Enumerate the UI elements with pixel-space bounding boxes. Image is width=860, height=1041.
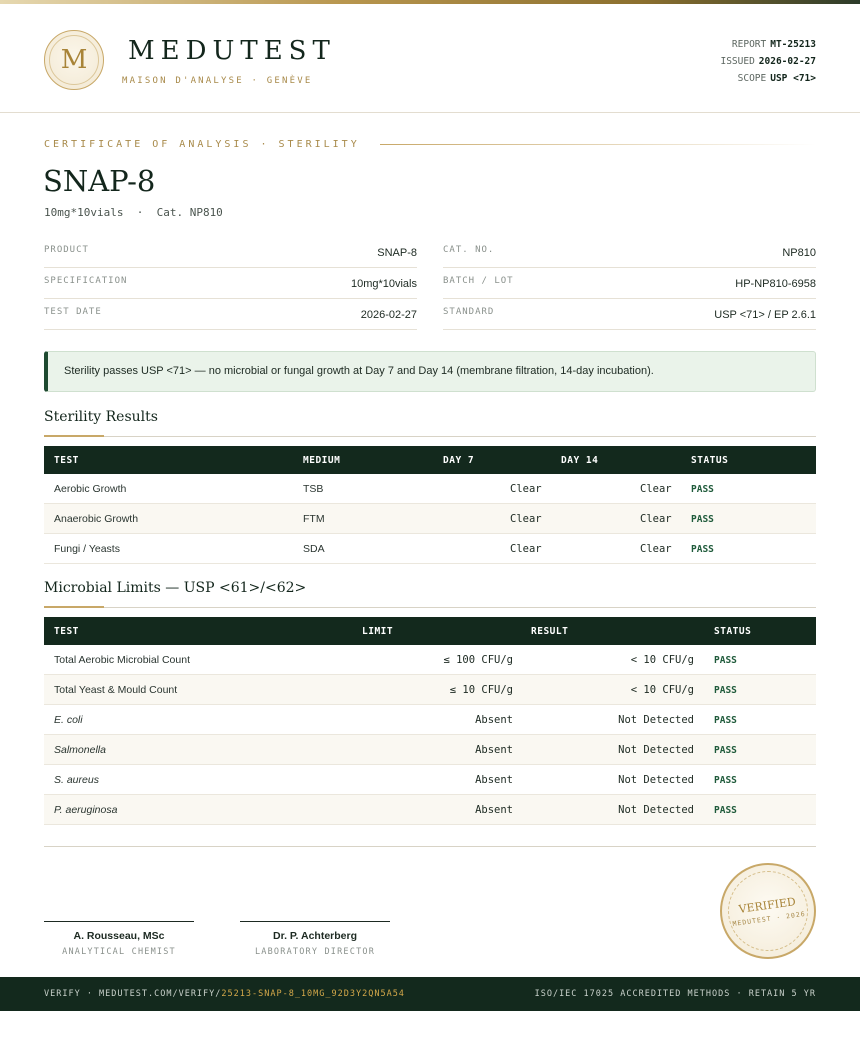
th-result: RESULT — [531, 626, 569, 637]
microbial-table-header — [44, 617, 816, 645]
table-row: P. aeruginosa Absent Not Detected PASS — [44, 795, 816, 825]
accreditation-note: ISO/IEC 17025 ACCREDITED METHODS · RETAIN 5 YR — [534, 989, 816, 999]
footer-bar — [0, 977, 860, 1011]
kicker-divider — [380, 144, 816, 145]
report-header — [0, 4, 860, 113]
result-notice — [44, 351, 816, 392]
th-medium: MEDIUM — [303, 455, 341, 466]
table-row: S. aureus Absent Not Detected PASS — [44, 765, 816, 795]
th-test: TEST — [54, 455, 79, 466]
sterility-table-header — [44, 446, 816, 474]
status-badge: PASS — [714, 745, 737, 756]
th-status: STATUS — [691, 455, 729, 466]
status-badge: PASS — [691, 484, 714, 495]
status-badge: PASS — [714, 775, 737, 786]
microbial-section-accent — [44, 606, 104, 608]
verify-code: 25213-SNAP-8_10MG_92D3Y2QN5A54 — [221, 989, 405, 999]
brand-tagline: MAISON D'ANALYSE · GENÈVE — [122, 76, 313, 86]
status-badge: PASS — [714, 655, 737, 666]
table-row: Total Aerobic Microbial Count ≤ 100 CFU/g < 10 CFU/g PASS — [44, 645, 816, 675]
signature-director: Dr. P. Achterberg LABORATORY DIRECTOR — [240, 921, 390, 957]
th-status: STATUS — [714, 626, 752, 637]
product-title: SNAP-8 — [43, 164, 156, 198]
status-badge: PASS — [691, 514, 714, 525]
signature-analyst: A. Rousseau, MSc ANALYTICAL CHEMIST — [44, 921, 194, 957]
table-row: Salmonella Absent Not Detected PASS — [44, 735, 816, 765]
sterility-section-accent — [44, 435, 104, 437]
th-day7: DAY 7 — [443, 455, 475, 466]
status-badge: PASS — [714, 805, 737, 816]
brand-name: MEDUTEST — [128, 36, 336, 66]
seal-main-text: VERIFIED — [737, 895, 797, 916]
report-meta — [720, 36, 816, 87]
microbial-section-title: Microbial Limits — USP <61>/<62> — [44, 580, 307, 596]
status-badge: PASS — [714, 685, 737, 696]
info-product: PRODUCT SNAP-8 — [44, 237, 417, 268]
footer-divider — [44, 846, 816, 847]
microbial-table — [44, 617, 816, 825]
th-day14: DAY 14 — [561, 455, 599, 466]
info-test-date: TEST DATE 2026-02-27 — [44, 299, 417, 330]
info-specification: SPECIFICATION 10mg*10vials — [44, 268, 417, 299]
verify-link[interactable]: VERIFY · MEDUTEST.COM/VERIFY/25213-SNAP-8_10MG_92D3Y2QN5A54 — [44, 989, 405, 999]
th-limit: LIMIT — [362, 626, 394, 637]
sterility-table — [44, 446, 816, 564]
logo-letter: M — [60, 45, 88, 75]
info-cat-no: CAT. NO. NP810 — [443, 237, 816, 268]
document-kicker: CERTIFICATE OF ANALYSIS · STERILITY — [44, 139, 360, 150]
table-row: E. coli Absent Not Detected PASS — [44, 705, 816, 735]
verified-seal-icon — [720, 863, 816, 959]
status-badge: PASS — [691, 544, 714, 555]
info-batch-lot: BATCH / LOT HP-NP810-6958 — [443, 268, 816, 299]
product-subtitle: 10mg*10vials · Cat. NP810 — [44, 206, 223, 219]
info-standard: STANDARD USP <71> / EP 2.6.1 — [443, 299, 816, 330]
sterility-section-rule — [44, 436, 816, 437]
sterility-section-title: Sterility Results — [44, 409, 158, 425]
status-badge: PASS — [714, 715, 737, 726]
seal-sub-text: MEDUTEST · 2026 — [732, 909, 807, 929]
table-row: Aerobic Growth TSB Clear Clear PASS — [44, 474, 816, 504]
table-row: Total Yeast & Mould Count ≤ 10 CFU/g < 10 CFU/g PASS — [44, 675, 816, 705]
th-test: TEST — [54, 626, 79, 637]
brand-logo-icon — [44, 30, 104, 90]
notice-text: Sterility passes USP <71> — no microbial or fungal growth at Day 7 and Day 14 (membrane filtration, 14-day incubation). — [64, 365, 654, 377]
table-row: Anaerobic Growth FTM Clear Clear PASS — [44, 504, 816, 534]
microbial-section-rule — [44, 607, 816, 608]
meta-issued: ISSUED 2026-02-27 — [720, 56, 816, 67]
table-row: Fungi / Yeasts SDA Clear Clear PASS — [44, 534, 816, 564]
meta-scope: SCOPE USP <71> — [737, 73, 816, 84]
meta-report: REPORT MT-25213 — [731, 39, 816, 50]
